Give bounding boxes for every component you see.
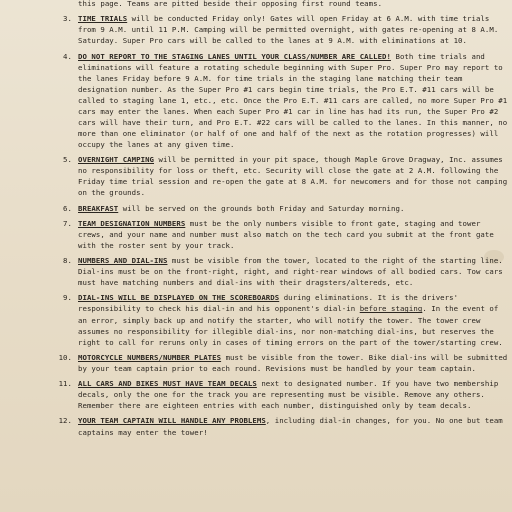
rule-heading: DIAL-INS WILL BE DISPLAYED ON THE SCOREBOARDS <box>78 293 280 303</box>
rule-body: , including dial-in changes, for you. No one but team captains may enter the tower! <box>78 416 503 437</box>
rule-number: 11. <box>58 379 72 389</box>
rule-number: 4. <box>63 51 72 61</box>
rule-body: will be permitted in your pit space, though Maple Grove Dragway, Inc. assumes no responsibility for loss or theft, etc. Security will close the gate at 2 A.M. following the Friday time trial session and re-open the gate at 8 A.M. for newcomers and for those not camping on the grounds. <box>78 155 508 198</box>
rule-body: will be conducted Friday only! Gates will open Friday at 6 A.M. with time trials from 9 A.M. until 11 P.M. Camping will be permitted overnight, with gates re-opening at 8 A.M. Saturday. Super Pro cars will be called to the lanes at 9 A.M. with eliminations at 10. <box>78 14 499 46</box>
rule-body: must be the only numbers visible to front gate, staging and tower crews, and your name and number must also match on the tech card you submit at the front gate with the roster sent by your track. <box>78 218 494 250</box>
rule-heading: OVERNIGHT CAMPING <box>78 155 155 165</box>
rule-item <box>46 218 508 251</box>
rule-text <box>78 256 503 287</box>
rule-number: 8. <box>63 256 72 266</box>
rule-text <box>78 219 494 250</box>
rule-body: during eliminations. It is the drivers' responsibility to check his dial-in and his opponent's dial-in <box>78 293 459 314</box>
rule-body: will be served on the grounds both Friday and Saturday morning. <box>118 203 405 213</box>
rule-heading: DO NOT REPORT TO THE STAGING LANES UNTIL YOUR CLASS/NUMBER ARE CALLED! <box>78 51 391 61</box>
rule-item <box>46 378 508 411</box>
rule-item <box>46 255 508 288</box>
rule-heading: ALL CARS AND BIKES MUST HAVE TEAM DECALS <box>78 379 257 389</box>
rule-heading: MOTORCYCLE NUMBERS/NUMBER PLATES <box>78 352 222 362</box>
intro-line: this page. Teams are pitted beside their opposing first round teams. <box>78 0 383 8</box>
rule-body: next to designated number. If you have two membership decals, only the one for the track you are representing must be visible. Remove any others. Remember there are eighteen entries with each number, distinguished only by team decals. <box>78 379 499 411</box>
rule-heading: NUMBERS AND DIAL-INS <box>78 256 168 266</box>
rule-heading: TIME TRIALS <box>78 14 128 24</box>
rule-text <box>78 204 404 213</box>
rule-text <box>78 155 507 197</box>
rule-number: 3. <box>63 14 72 24</box>
rule-text <box>78 14 498 45</box>
rule-item <box>46 352 508 374</box>
rule-number: 12. <box>58 416 72 426</box>
rule-body: must be visible from the tower. Bike dial-ins will be submitted by your team captain prior to each round. Revisions must be handled by your team captain. <box>78 352 508 373</box>
rule-heading: YOUR TEAM CAPTAIN WILL HANDLE ANY PROBLEMS <box>78 416 266 426</box>
rule-item <box>46 154 508 198</box>
rule-body: must be visible from the tower, located to the right of the starting line. Dial-ins must be on the front-right, right, and right-rear windows of all bodied cars. Tow cars must have matching numbers and dial-ins with their dragsters/altereds, etc. <box>78 256 503 288</box>
rule-text <box>78 416 503 436</box>
rule-number: 5. <box>63 155 72 165</box>
rule-text <box>78 379 498 410</box>
rule-emphasis: before staging <box>359 304 423 314</box>
rule-number: 9. <box>63 293 72 303</box>
rule-text <box>78 293 503 346</box>
rule-number: 6. <box>63 203 72 213</box>
rule-number: 10. <box>58 352 72 362</box>
rule-item <box>46 415 508 437</box>
rule-text <box>78 353 507 373</box>
rule-item <box>46 13 508 46</box>
rule-item <box>46 203 508 214</box>
rule-text <box>78 52 507 149</box>
rule-item <box>46 51 508 150</box>
rules-list <box>46 0 508 442</box>
rule-item <box>46 292 508 347</box>
rule-body: . In the event of an error, simply back up and notify the starter, who will notify the tower. The tower crew assumes no responsibility for illegible dial-ins, nor non-matching dial-ins, but reserves the right to call for reruns only in cases of timing errors on the part of the tower/starting crew. <box>78 304 503 347</box>
rule-heading: BREAKFAST <box>78 203 119 213</box>
rule-body: Both time trials and eliminations will feature a rotating schedule beginning with Super Pro. Super Pro may report to the lanes Friday before 9 A.M. for time trials in the staging lane matching their team designation number. As the Super Pro #1 cars begin time trials, the Pro E.T. #11 cars will be called to staging lane 1, etc., etc. Once the Pro E.T. #11 cars are called, no more Super Pro #1 cars may enter the lanes. When each Super Pro #1 car in line has had its run, the Super Pro #2 cars will have their turn, and Pro E.T. #22 cars will be called to the lanes. In this manner, no more than one eliminator (or half of one and half of the next as the rotation progresses) will occupy the lanes at any given time. <box>78 51 508 149</box>
rule-number: 7. <box>63 218 72 228</box>
rule-heading: TEAM DESIGNATION NUMBERS <box>78 218 186 228</box>
